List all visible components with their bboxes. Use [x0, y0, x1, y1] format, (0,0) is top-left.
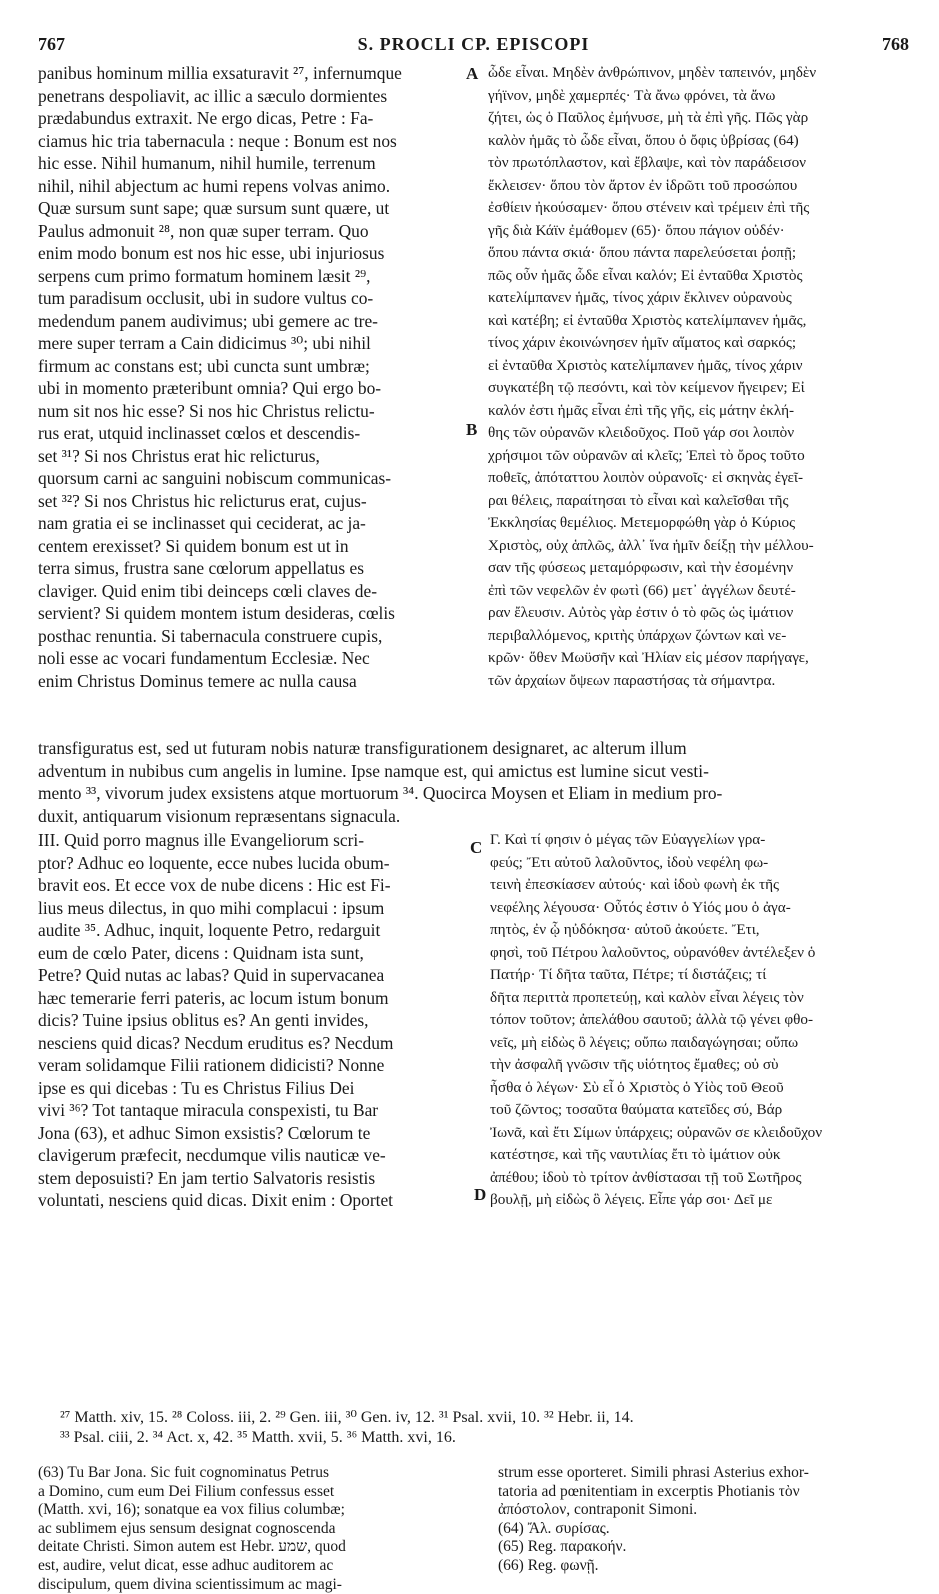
text-line: lius meus dilectus, in quo mihi complacui : ipsum: [38, 897, 385, 918]
text-line: ἀπέθου; ἰδοὺ τὸ τρίτον ἀνθίστασαι τῇ τοῦ Σωτῆρος: [490, 1168, 802, 1186]
text-line: III. Quid porro magnus ille Evangeliorum scri-: [38, 830, 364, 850]
running-title: S. PROCLI CP. EPISCOPI: [357, 34, 590, 54]
text-line: πητὸς, ἐν ᾧ ηὐδόκησα· αὐτοῦ ἀκούετε. Ἔτι,: [490, 921, 760, 938]
footnote-line: (66) Reg. φωνῇ.: [498, 1556, 599, 1574]
text-line: voluntati, nesciens quid dicas. Dixit enim : Oportet: [38, 1190, 393, 1210]
text-line: ὧδε εἶναι. Μηδὲν ἀνθρώπινον, μηδὲν ταπεινόν, μηδὲν: [488, 64, 817, 81]
greek-column-top: [488, 62, 908, 692]
text-line: serpens cum primo formatum hominem læsit ²⁹,: [38, 265, 371, 286]
text-line: δῆτα περιττὰ προπετεύῃ, καὶ καλὸν εἶναι λέγεις τὸν: [490, 988, 804, 1006]
text-line: eum de cœlo Pater, dicens : Quidnam ista sunt,: [38, 942, 364, 963]
text-line: hic esse. Nihil humanum, nihil humile, terrenum: [38, 153, 376, 173]
text-line: terra simus, frustra sane cœlorum appellatus es: [38, 558, 364, 578]
text-line: Jona (63), et adhuc Simon exsistis? Cœlorum te: [38, 1122, 371, 1143]
footnote-line: ac sublimem ejus sensum designat cognoscenda: [38, 1519, 336, 1537]
footnote-line: (64) Ἄλ. συρίσας.: [498, 1519, 610, 1537]
text-line: duxit, antiquarum visionum repræsentans signacula.: [38, 805, 401, 826]
footnotes-left: [38, 1464, 478, 1594]
text-line: quorsum carni ac sanguini nobiscum communicas-: [38, 468, 392, 488]
text-line: Petre? Quid nutas ac labas? Quid in supervacanea: [38, 965, 385, 985]
text-line: firmum ac constans est; ubi cuncta sunt umbræ;: [38, 355, 370, 376]
full-width-text: [38, 737, 910, 827]
section-marker-c: C: [470, 838, 483, 857]
text-line: πῶς οὖν ἡμᾶς ὧδε εἶναι καλόν; Εἰ ἐνταῦθα Χριστὸς: [488, 266, 803, 284]
text-line: φησὶ, τοῦ Πέτρου λαλοῦντος, οὐρανόθεν ἀντέλεξεν ὁ: [490, 943, 816, 961]
text-line: γήϊνον, μηδὲ χαμερπές· Τὰ ἄνω φρόνει, τὰ ἄνω: [488, 86, 776, 104]
text-line: penetrans despoliavit, ac illic a sæculo dormientes: [38, 85, 388, 106]
greek-column-bottom: [490, 829, 908, 1212]
text-line: rus erat, utquid inclinasset cœlos et descendis-: [38, 423, 361, 443]
text-line: nihil, nihil abjectum ac humi repens volvas animo.: [38, 175, 391, 196]
scripture-references: [60, 1408, 920, 1448]
text-line: Ἐκκλησίας θεμέλιος. Μετεμορφώθη γὰρ ὁ Κύριος: [488, 514, 796, 531]
text-line: καλόν ἐστι ἡμᾶς εἶναι ἐπὶ τῆς γῆς, εἰς μάτην ἐκλή-: [488, 401, 795, 419]
footnote-line: (65) Reg. παρακοήν.: [498, 1538, 627, 1556]
text-line: ptor? Adhuc eo loquente, ecce nubes lucida obum-: [38, 852, 390, 873]
text-line: Πατήρ· Τί δῆτα ταῦτα, Πέτρε; τί διστάζεις; τί: [490, 966, 767, 983]
text-line: transfiguratus est, sed ut futuram nobis naturæ transfigurationem designaret, ac alterum illum: [38, 738, 687, 758]
text-line: συγκατέβη τῷ πεσόντι, καὶ τὸν κείμενον ἤγειρεν; Εἰ: [488, 379, 805, 396]
text-line: dicis? Tuine ipsius oblitus es? An genti invides,: [38, 1010, 369, 1030]
text-line: panibus hominum millia exsaturavit ²⁷, infernumque: [38, 63, 402, 83]
text-line: tum paradisum occlusit, ubi in sudore vultus co-: [38, 288, 374, 308]
text-line: σαν τῆς φύσεως μεταμόρφωσιν, καὶ τὴν ἐσομένην: [488, 559, 794, 576]
footnote-line: est, audire, velut dicat, esse adhuc auditorem ac: [38, 1556, 334, 1574]
text-line: φεύς; Ἔτι αὐτοῦ λαλοῦντος, ἰδοὺ νεφέλη φω-: [490, 853, 769, 871]
latin-column-bottom: [38, 829, 462, 1212]
text-line: καὶ κατέβη; εἰ ἐνταῦθα Χριστὸς κατελίμπανεν ἡμᾶς,: [488, 311, 807, 329]
text-line: mere super terram a Cain didicimus ³⁰; ubi nihil: [38, 333, 371, 353]
text-line: vivi ³⁶? Tot tantaque miracula conspexisti, tu Bar: [38, 1100, 379, 1120]
text-line: ubi in momento præteribunt omnia? Qui ergo bo-: [38, 378, 382, 398]
text-line: num sit nos hic esse? Si nos hic Christus relictu-: [38, 400, 375, 421]
text-line: τίνος χάριν ἐκοινώνησεν ἡμῖν αἵματος καὶ σαρκός;: [488, 334, 797, 351]
text-line: centem erexisset? Si quidem bonum est ut in: [38, 535, 349, 556]
footnote-line: strum esse oporteret. Simili phrasi Asterius exhor-: [498, 1464, 809, 1481]
text-line: βουλῇ, μὴ εἰδὼς ὃ λέγεις. Εἶπε γάρ σοι· Δεῖ με: [490, 1191, 773, 1208]
text-line: ἦσθα ὁ λέγων· Σὺ εἶ ὁ Χριστὸς ὁ Υἱὸς τοῦ Θεοῦ: [490, 1078, 784, 1096]
text-line: Γ. Καὶ τί φησιν ὁ μέγας τῶν Εὐαγγελίων γρα-: [490, 831, 766, 848]
text-line: adventum in nubibus cum angelis in lumine. Ipse namque est, qui amictus est lumine sicut vesti-: [38, 760, 709, 781]
text-line: ζήτει, ὡς ὁ Παῦλος ἐμήνυσε, μὴ τὰ ἐπὶ γῆς. Πῶς γὰρ: [488, 109, 809, 126]
text-line: set ³²? Si nos Christus hic relicturus erat, cujus-: [38, 490, 367, 511]
text-line: nam gratia ei se inclinasset qui ceciderat, ac ja-: [38, 513, 366, 533]
text-line: set ³¹? Si nos Christus erat hic relicturus,: [38, 445, 320, 466]
footnote-line: tatoria ad pœnitentiam in excerptis Photianis τὸν: [498, 1482, 800, 1500]
text-line: θης τῶν οὐρανῶν κλειδοῦχος. Ποῦ γάρ σοι λοιπὸν: [488, 424, 795, 441]
page-number-left: 767: [38, 34, 65, 54]
text-line: bravit eos. Et ecce vox de nube dicens : Hic est Fi-: [38, 875, 391, 895]
footnote-line: a Domino, cum eum Dei Filium confessus esset: [38, 1482, 335, 1500]
text-line: veram solidamque Filii rationem didicisti? Nonne: [38, 1055, 385, 1075]
text-line: ciamus hic tria tabernacula : neque : Bonum est nos: [38, 130, 397, 151]
footnotes-right: [498, 1464, 918, 1576]
text-line: enim Christus Dominus temere ac nulla causa: [38, 670, 357, 691]
text-line: τῶν ἀρχαίων ὄψεων παραστήσας τὰ σήμαντρα.: [488, 671, 776, 689]
text-line: audite ³⁵. Adhuc, inquit, loquente Petro, redarguit: [38, 920, 381, 940]
footnote-line: discipulum, quem divina scientissimum ac magi-: [38, 1575, 342, 1593]
text-line: γῆς διὰ Κάϊν ἐμάθομεν (65)· ὅπου πάγιον οὐδέν·: [488, 221, 785, 239]
text-line: ἐσθίειν ἠκούσαμεν· ὅπου στένειν καὶ τρέμειν ἐπὶ τῆς: [488, 199, 810, 216]
text-line: claviger. Quid enim tibi deinceps cœli claves de-: [38, 580, 378, 601]
text-line: Χριστὸς, οὐχ ἁπλῶς, ἀλλ᾽ ἵνα ἡμῖν δείξῃ τὴν μέλλου-: [488, 536, 814, 554]
text-line: κατελίμπανεν ἡμᾶς, τίνος χάριν ἔκλινεν οὐρανοὺς: [488, 289, 792, 306]
text-line: τὸν πρωτόπλαστον, καὶ ἔβλαψε, καὶ τὸν παράδεισον: [488, 154, 807, 171]
running-header: [38, 34, 909, 60]
text-line: τόπον τοῦτον; ἀπελάθου σαυτοῦ; ἀλλὰ τῷ γένει φθο-: [490, 1011, 814, 1028]
text-line: ὅπου πάντα σκιά· ὅπου πάντα παρελεύσεται ῥοπῇ;: [488, 244, 797, 261]
text-line: τεινὴ ἐπεσκίασεν αὐτούς· καὶ ἰδοὺ φωνὴ ἐκ τῆς: [490, 876, 780, 893]
text-line: ραι θέλεις, παραίτησαι τὸ εἶναι καὶ καλεῖσθαι τῆς: [488, 491, 789, 509]
text-line: noli esse ac vocari fundamentum Ecclesiæ. Nec: [38, 648, 370, 668]
text-line: καλὸν ἡμᾶς τὸ ὧδε εἶναι, ὅπου ὁ ὄφις ὑβρίσας (64): [488, 131, 799, 149]
text-line: ipse es qui dicebas : Tu es Christus Filius Dei: [38, 1077, 355, 1098]
text-line: nesciens quid dicas? Necdum eruditus es? Necdum: [38, 1032, 394, 1053]
text-line: ἔκλεισεν· ὅπου τὸν ἄρτον ἐν ἱδρῶτι τοῦ προσώπου: [488, 176, 798, 194]
latin-column-top: [38, 62, 462, 692]
text-line: κατέστησε, καὶ τῆς ναυτιλίας ἔτι τὸ ἱμάτιον οὐκ: [490, 1146, 781, 1163]
reference-line: ³³ Psal. ciii, 2. ³⁴ Act. x, 42. ³⁵ Matth. xvii, 5. ³⁶ Matth. xvi, 16.: [60, 1429, 456, 1446]
text-line: περιβαλλόμενος, κριτὴς ὑπάρχων ζώντων καὶ νε-: [488, 626, 787, 644]
text-line: enim modo bonum est nos hic esse, ubi injuriosus: [38, 243, 385, 263]
text-line: servient? Si quidem montem istum desideras, cœlis: [38, 603, 395, 623]
text-line: εἰ ἐνταῦθα Χριστὸς κατελίμπανεν ἡμᾶς, τίνος χάριν: [488, 356, 803, 374]
text-line: Ἰωνᾶ, καὶ ἔτι Σίμων ὑπάρχεις; οὐρανῶν σε κλειδοῦχον: [490, 1123, 823, 1141]
text-line: Quæ sursum sunt sape; quæ sursum sunt quære, ut: [38, 198, 390, 218]
text-line: clavigerum præfecit, necdumque vilis nauticæ ve-: [38, 1145, 386, 1165]
text-line: Paulus admonuit ²⁸, non quæ super terram. Quo: [38, 220, 369, 241]
text-line: prædabundus extraxit. Ne ergo dicas, Petre : Fa-: [38, 108, 374, 128]
text-line: ἐπὶ τῶν νεφελῶν ἐν φωτὶ (66) μετ᾽ ἀγγέλων δευτέ-: [488, 581, 796, 599]
footnote-line: (63) Tu Bar Jona. Sic fuit cognominatus Petrus: [38, 1464, 330, 1481]
footnote-line: ἀπόστολον, contraponit Simoni.: [498, 1501, 698, 1519]
footnote-line: deitate Christi. Simon autem est Hebr. שמע, quod: [38, 1538, 346, 1556]
text-line: hæc temerarie ferri pateris, ac locum istum bonum: [38, 987, 389, 1008]
section-marker-d: D: [474, 1185, 487, 1204]
text-line: mento ³³, vivorum judex exsistens atque mortuorum ³⁴. Quocirca Moysen et Eliam in medium pro-: [38, 783, 723, 803]
section-marker-a: A: [466, 64, 479, 83]
footnote-line: (Matth. xvi, 16); sonatque ea vox filius columbæ;: [38, 1501, 345, 1519]
text-line: χρήσιμοι τῶν οὐρανῶν αἱ κλεῖς; Ἐπεὶ τὸ ὄρος τοῦτο: [488, 446, 805, 464]
text-line: ραν ἔλευσιν. Αὐτὸς γὰρ ἐστιν ὁ τὸ φῶς ὡς ἱμάτιον: [488, 604, 794, 621]
reference-line: ²⁷ Matth. xiv, 15. ²⁸ Coloss. iii, 2. ²⁹ Gen. iii, ³⁰ Gen. iv, 12. ³¹ Psal. xvii, 10. ³² Hebr. ii, 14.: [60, 1409, 634, 1426]
text-line: τὴν ἀσφαλῆ γνῶσιν τῆς υἱότητος ἔμαθες; οὐ σὺ: [490, 1056, 779, 1073]
text-line: νεῖς, μὴ εἰδὼς ὃ λέγεις; οὔπω παιδαγώγησαι; οὔπω: [490, 1033, 799, 1051]
page-number-right: 768: [882, 34, 909, 54]
text-line: stem deposuisti? En jam tertio Salvatoris resistis: [38, 1167, 376, 1188]
text-line: κρῶν· ὅθεν Μωϋσῆν καὶ Ἠλίαν εἰς μέσον παρήγαγε,: [488, 649, 809, 666]
text-line: νεφέλης λέγουσα· Οὗτός ἐστιν ὁ Υἱός μου ὁ ἀγα-: [490, 898, 791, 916]
text-line: τοῦ ζῶντος; τοσαῦτα θαύματα κατεῖδες σύ, Βάρ: [490, 1101, 783, 1118]
text-line: posthac renuntia. Si tabernacula construere cupis,: [38, 625, 383, 646]
text-line: ποθεῖς, ἀπόταττου λοιπὸν οὐρανοῖς· εἰ σκηνὰς ἐγεῖ-: [488, 469, 804, 486]
text-line: medendum panem audivimus; ubi gemere ac tre-: [38, 310, 378, 331]
section-marker-b: B: [466, 420, 478, 439]
